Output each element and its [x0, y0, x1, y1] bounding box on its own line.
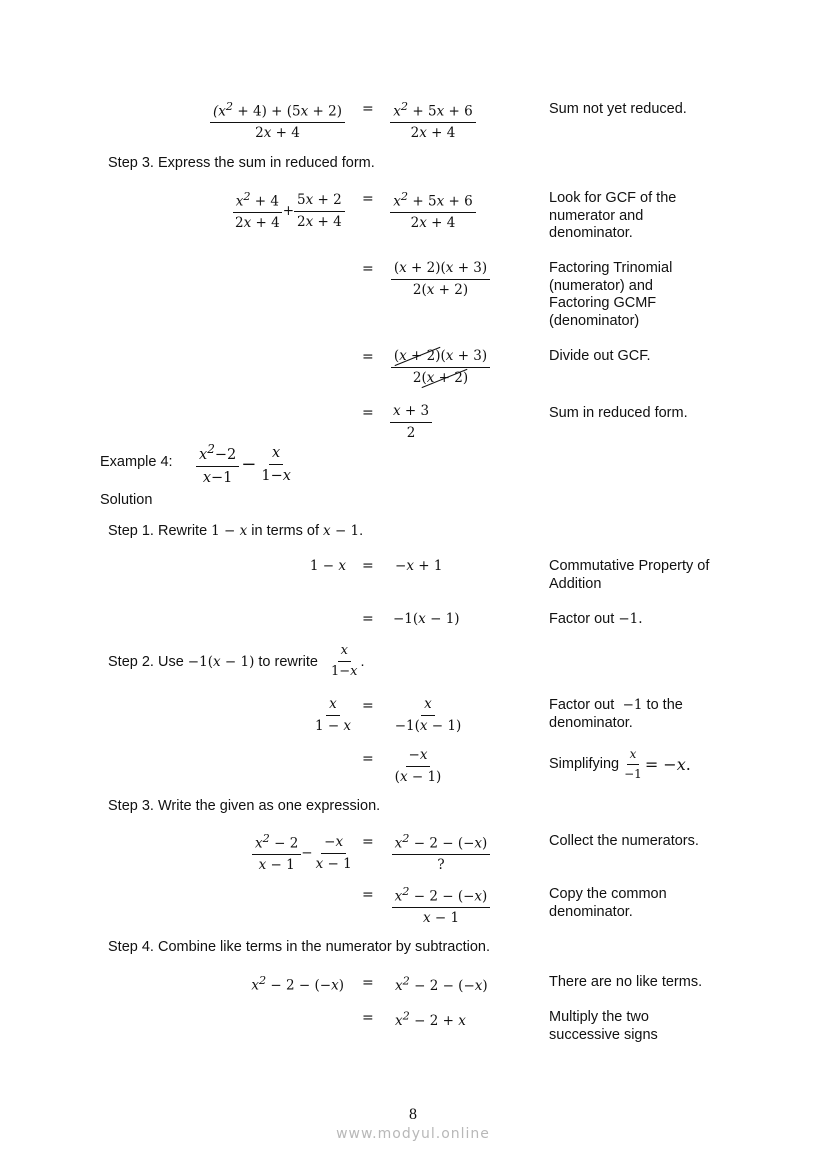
e3-note: Factor out −1 to the denominator. — [549, 697, 683, 731]
step2-fraction: $\frac{x}{1-x}$ . — [331, 643, 365, 680]
row1-lhs: $\frac{(x^2 + 4) + (5x + 2)}{2x + 4}$ — [205, 100, 350, 142]
watermark: www.modyul.online — [336, 1126, 490, 1142]
e1-note: Commutative Property of Addition — [549, 558, 710, 592]
row3-rhs: $\frac{(x + 2)(x + 3)}{2(x + 2)}$ — [388, 260, 493, 299]
row2-lhs: $\frac{x^2 + 4}{2x + 4}$ + $\frac{5x + 2}{2x + 4}$ — [232, 190, 345, 232]
e8-rhs: $x^2 - 2 + x$ — [395, 1009, 466, 1029]
equals-sign: = — [362, 887, 374, 903]
equals-sign: = — [362, 611, 374, 627]
equals-sign: = — [362, 751, 374, 767]
e2-rhs: −1(x − 1) — [393, 611, 460, 627]
equals-sign: = — [362, 1010, 374, 1026]
equals-sign: = — [362, 558, 374, 574]
equals-sign: = — [362, 405, 374, 421]
e5-note: Collect the numerators. — [549, 833, 699, 849]
e2-note: Factor out −1. — [549, 611, 643, 627]
e7-rhs: $x^2 - 2 - (-x)$ — [395, 974, 488, 994]
row5-note: Sum in reduced form. — [549, 405, 688, 421]
row2-rhs: $\frac{x^2 + 5x + 6}{2x + 4}$ — [388, 190, 478, 232]
page-number: 8 — [409, 1106, 417, 1123]
example4-expression: $\frac{x^2-2}{x-1}$ − $\frac{x}{1-x}$ — [196, 442, 294, 487]
equals-sign: = — [362, 191, 374, 207]
e5-rhs: $\frac{x^2 - 2 - (-x)}{?}$ — [390, 832, 492, 874]
e4-rhs: $\frac{-x}{(x - 1)}$ — [394, 747, 442, 785]
example4-label: Example 4: — [100, 454, 173, 470]
equals-sign: = — [362, 349, 374, 365]
row2-note: Look for GCF of the numerator and denominator. — [549, 190, 677, 241]
solution-label: Solution — [100, 492, 153, 508]
e6-rhs: $\frac{x^2 - 2 - (-x)}{x - 1}$ — [390, 885, 492, 927]
e3-rhs: $\frac{x}{-1(x - 1)}$ — [394, 696, 462, 734]
e8-note: Multiply the two successive signs — [549, 1009, 658, 1043]
step4-heading: Step 4. Combine like terms in the numerator by subtraction. — [108, 939, 491, 955]
row1-rhs: $\frac{x^2 + 5x + 6}{2x + 4}$ — [388, 100, 478, 142]
e6-note: Copy the common denominator. — [549, 886, 667, 920]
row1-note: Sum not yet reduced. — [549, 101, 687, 117]
step1-heading: Step 1. Rewrite 1 − x in terms of x − 1. — [108, 523, 364, 539]
e3-lhs: $\frac{x}{1 - x}$ — [314, 696, 352, 734]
row5-rhs: $\frac{x + 3}{2}$ — [388, 403, 434, 442]
e7-lhs: $x^2 - 2 - (-x)$ — [251, 974, 344, 994]
step2-heading: Step 2. Use −1(x − 1) to rewrite — [108, 654, 319, 670]
e4-note: Simplifying $\frac{x}{-1}$ = −x. — [549, 747, 691, 781]
step3b-heading: Step 3. Write the given as one expression. — [108, 798, 381, 814]
equals-sign: = — [362, 975, 374, 991]
e5-lhs: $\frac{x^2 - 2}{x - 1}$ − $\frac{-x}{x - 1}$ — [252, 832, 355, 874]
equals-sign: = — [362, 101, 374, 117]
row4-note: Divide out GCF. — [549, 348, 651, 364]
e1-rhs: −x + 1 — [395, 558, 443, 574]
row3-note: Factoring Trinomial (numerator) and Factoring GCMF (denominator) — [549, 260, 673, 329]
step3-heading: Step 3. Express the sum in reduced form. — [108, 155, 375, 171]
e7-note: There are no like terms. — [549, 974, 703, 990]
equals-sign: = — [362, 261, 374, 277]
equals-sign: = — [362, 698, 374, 714]
e1-lhs: 1 − x — [309, 558, 346, 574]
equals-sign: = — [362, 834, 374, 850]
row4-rhs: $\frac{(x + 2)(x + 3)}{2(x + 2)}$ — [388, 348, 493, 387]
